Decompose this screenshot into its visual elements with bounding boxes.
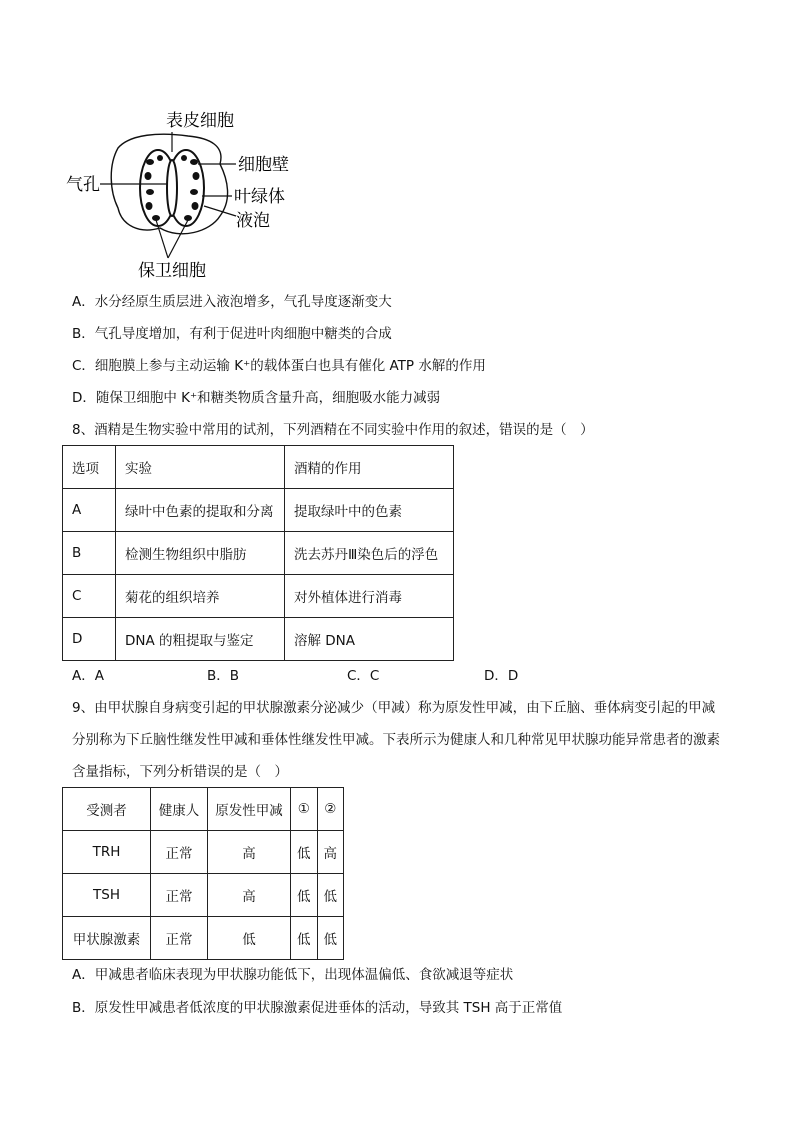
table-cell: 低 bbox=[317, 874, 344, 917]
label-chloroplast: 叶绿体 bbox=[234, 187, 285, 207]
table-cell: 高 bbox=[208, 874, 291, 917]
q9-table bbox=[62, 787, 344, 960]
table-cell: 溶解 DNA bbox=[285, 618, 454, 661]
table-row bbox=[63, 917, 344, 960]
table-cell: 低 bbox=[317, 917, 344, 960]
table-header-row bbox=[63, 788, 344, 831]
stomata-figure bbox=[60, 100, 320, 280]
table-row bbox=[63, 874, 344, 917]
label-epidermal-cell: 表皮细胞 bbox=[166, 111, 234, 131]
label-stoma: 气孔 bbox=[66, 175, 100, 195]
table-cell: 检测生物组织中脂肪 bbox=[116, 532, 285, 575]
table-cell: 低 bbox=[291, 874, 318, 917]
q8-option-b: B．B bbox=[207, 668, 240, 684]
header-cell: ① bbox=[291, 788, 318, 831]
table-cell: TRH bbox=[63, 831, 151, 874]
label-cell-wall: 细胞壁 bbox=[238, 155, 289, 175]
table-cell: 提取绿叶中的色素 bbox=[285, 489, 454, 532]
table-header-row bbox=[63, 446, 454, 489]
table-cell: 高 bbox=[317, 831, 344, 874]
header-cell: 健康人 bbox=[151, 788, 208, 831]
table-cell: 高 bbox=[208, 831, 291, 874]
table-row bbox=[63, 489, 454, 532]
q7-option-d: D．随保卫细胞中 K⁺和糖类物质含量升高，细胞吸水能力减弱 bbox=[72, 390, 441, 406]
header-cell: 选项 bbox=[63, 446, 116, 489]
header-cell: ② bbox=[317, 788, 344, 831]
q8-option-c: C．C bbox=[347, 668, 380, 684]
table-cell: A bbox=[63, 489, 116, 532]
table-cell: 低 bbox=[291, 917, 318, 960]
table-cell: B bbox=[63, 532, 116, 575]
q9-stem: 9、由甲状腺自身病变引起的甲状腺激素分泌减少（甲减）称为原发性甲减，由下丘脑、垂体病变引起的甲减分别称为下丘脑性继发性甲减和垂体性继发性甲减。下表所示为健康人和几种常见甲状腺功能异常患者的激素含量指标，下列分析错误的是（ ） bbox=[72, 700, 720, 780]
header-cell: 原发性甲减 bbox=[208, 788, 291, 831]
table-cell: 正常 bbox=[151, 874, 208, 917]
table-row bbox=[63, 532, 454, 575]
label-guard-cell: 保卫细胞 bbox=[138, 261, 206, 280]
label-vacuole: 液泡 bbox=[236, 211, 270, 231]
q7-option-b: B．气孔导度增加，有利于促进叶肉细胞中糖类的合成 bbox=[72, 326, 392, 342]
table-cell: 低 bbox=[208, 917, 291, 960]
table-cell: 正常 bbox=[151, 831, 208, 874]
q9-option-a: A．甲减患者临床表现为甲状腺功能低下，出现体温偏低、食欲减退等症状 bbox=[72, 967, 514, 983]
table-cell: 绿叶中色素的提取和分离 bbox=[116, 489, 285, 532]
q8-table bbox=[62, 445, 454, 661]
table-cell: 低 bbox=[291, 831, 318, 874]
q7-option-a: A．水分经原生质层进入液泡增多，气孔导度逐渐变大 bbox=[72, 294, 392, 310]
table-cell: TSH bbox=[63, 874, 151, 917]
table-row bbox=[63, 618, 454, 661]
table-cell: D bbox=[63, 618, 116, 661]
header-cell: 受测者 bbox=[63, 788, 151, 831]
table-row bbox=[63, 575, 454, 618]
q9-option-b: B．原发性甲减患者低浓度的甲状腺激素促进垂体的活动，导致其 TSH 高于正常值 bbox=[72, 1000, 563, 1016]
table-cell: 甲状腺激素 bbox=[63, 917, 151, 960]
table-cell: 正常 bbox=[151, 917, 208, 960]
table-row bbox=[63, 831, 344, 874]
q8-option-d: D．D bbox=[484, 668, 519, 684]
table-cell: C bbox=[63, 575, 116, 618]
table-cell: 洗去苏丹Ⅲ染色后的浮色 bbox=[285, 532, 454, 575]
table-cell: 对外植体进行消毒 bbox=[285, 575, 454, 618]
q7-option-c: C．细胞膜上参与主动运输 K⁺的载体蛋白也具有催化 ATP 水解的作用 bbox=[72, 358, 486, 374]
header-cell: 实验 bbox=[116, 446, 285, 489]
stoma-pore bbox=[167, 160, 177, 216]
table-cell: DNA 的粗提取与鉴定 bbox=[116, 618, 285, 661]
q8-stem: 8、酒精是生物实验中常用的试剂，下列酒精在不同实验中作用的叙述，错误的是（ ） bbox=[72, 422, 594, 438]
header-cell: 酒精的作用 bbox=[285, 446, 454, 489]
table-cell: 菊花的组织培养 bbox=[116, 575, 285, 618]
q8-option-a: A．A bbox=[72, 668, 104, 684]
